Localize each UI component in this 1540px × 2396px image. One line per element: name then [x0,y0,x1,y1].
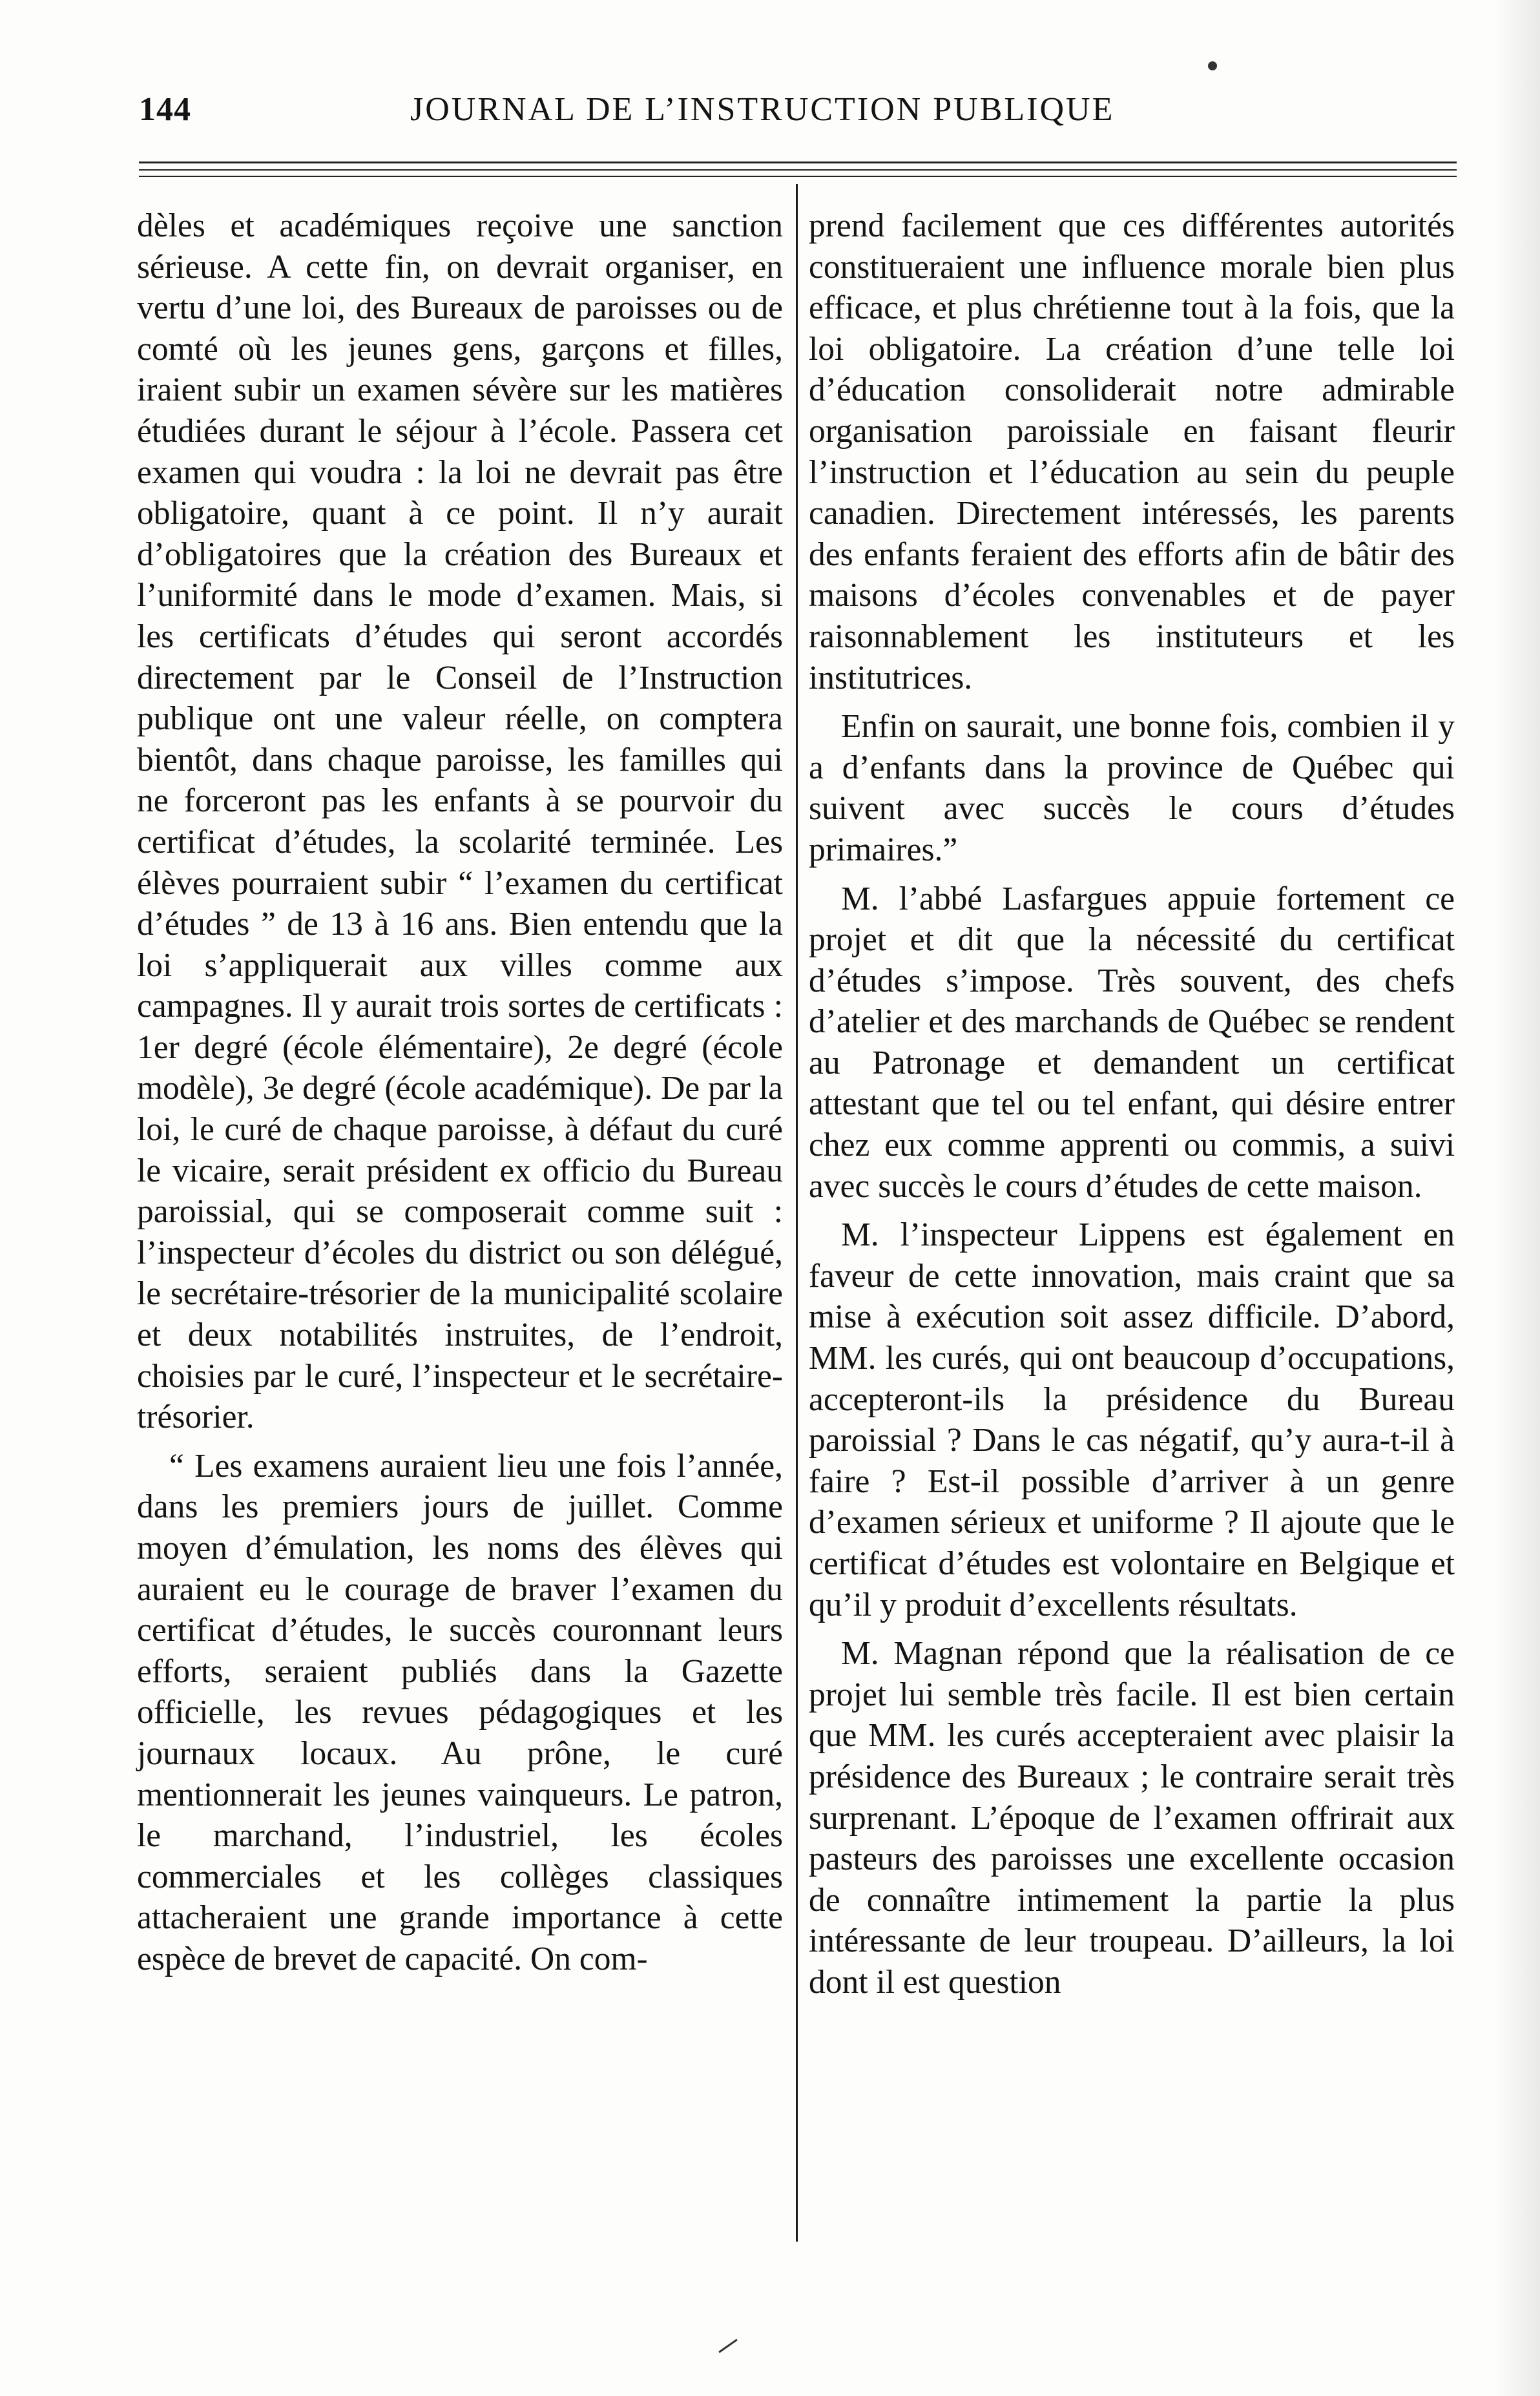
paragraph: M. l’abbé Lasfargues appuie fortement ce projet et dit que la nécessité du certificat d’études s’impose. Très souvent, des chefs d’atelier et des marchands de Québec se rendent au Patronage et demandent un certificat attestant que tel ou tel enfant, qui désire entrer chez eux comme apprenti ou commis, a suivi avec succès le cours d’études de cette maison. [809,880,1455,1205]
paragraph: “ Les examens auraient lieu une fois l’année, dans les premiers jours de juillet. Comme moyen d’émulation, les noms des élèves qui auraient eu le courage de braver l’examen du certificat d’études, le succès couronnant leurs efforts, seraient publiés dans la Gazette officielle, les revues pédagogiques et les journaux locaux. Au prône, le curé mentionnerait les jeunes vainqueurs. Le patron, le marchand, l’industriel, les écoles commerciales et les collèges classiques attacheraient une grande importance à cette espèce de brevet de capacité. On com- [137,1447,783,1977]
paragraph: M. l’inspecteur Lippens est également en faveur de cette innovation, mais craint que sa mise à exécution soit assez difficile. D’abord, MM. les curés, qui ont beaucoup d’occupations, accepteront-ils la présidence du Bureau paroissial ? Dans le cas négatif, qu’y aura-t-il à faire ? Est-il possible d’arriver à un genre d’examen sérieux et uniforme ? Il ajoute que le certificat d’études est volontaire en Belgique et qu’il y produit d’excellents résultats. [809,1216,1455,1623]
page-edge-shadow [1495,0,1540,2396]
left-column [137,205,783,1980]
ink-mark [718,2339,738,2353]
right-column [809,205,1455,2003]
column-divider [796,184,798,2242]
running-head: JOURNAL DE L’INSTRUCTION PUBLIQUE [410,91,1115,128]
page-header [139,90,1463,142]
paragraph: Enfin on saurait, une bonne fois, combien il y a d’enfants dans la province de Québec qui suivent avec succès le cours d’études primaires.” [809,708,1455,868]
paragraph: M. Magnan répond que la réalisation de ce projet lui semble très facile. Il est bien certain que MM. les curés accepteraient avec plaisir la présidence des Bureaux ; le contraire serait très surprenant. L’époque de l’examen offrirait aux pasteurs des paroisses une excellente occasion de connaître intimement la partie la plus intéressante de leur troupeau. D’ailleurs, la loi dont il est question [809,1635,1455,2001]
header-rule [139,176,1457,177]
ink-speck [1208,61,1217,70]
paragraph: prend facilement que ces différentes autorités constitueraient une influence morale bien plus efficace, et plus chrétienne tout à la fois, que la loi obligatoire. La création d’une telle loi d’éducation consoliderait notre admirable organisation paroissiale en faisant fleurir l’instruction et l’éducation au sein du peuple canadien. Directement intéressés, les parents des enfants feraient des efforts afin de bâtir des maisons d’écoles convenables et de payer raisonnablement les instituteurs et les institutrices. [809,207,1455,696]
paragraph: dèles et académiques reçoive une sanction sérieuse. A cette fin, on devrait organiser, en vertu d’une loi, des Bureaux de paroisses ou de comté où les jeunes gens, garçons et filles, iraient subir un examen sévère sur les matières étudiées durant le séjour à l’école. Passera cet examen qui voudra : la loi ne devrait pas être obligatoire, quant à ce point. Il n’y aurait d’obligatoires que la création des Bureaux et l’uniformité dans le mode d’examen. Mais, si les certificats d’études qui seront accordés directement par le Conseil de l’Instruction publique ont une valeur réelle, on comptera bientôt, dans chaque paroisse, les familles qui ne forceront pas les enfants à se pourvoir du certificat d’études, la scolarité terminée. Les élèves pourraient subir “ l’examen du certificat d’études ” de 13 à 16 ans. Bien entendu que la loi s’appliquerait aux villes comme aux campagnes. Il y aurait trois sortes de certificats : 1er degré (école élémentaire), 2e degré (école modèle), 3e degré (école académique). De par la loi, le curé de chaque paroisse, à défaut du curé le vicaire, serait président ex officio du Bureau paroissial, qui se composerait comme suit : l’inspecteur d’écoles du district ou son délégué, le secrétaire-trésorier de la municipalité scolaire et deux notabilités instruites, de l’endroit, choisies par le curé, l’inspecteur et le secrétaire-trésorier. [137,207,783,1436]
page-number: 144 [139,91,191,128]
header-rule [139,161,1457,163]
header-rule [139,169,1457,171]
